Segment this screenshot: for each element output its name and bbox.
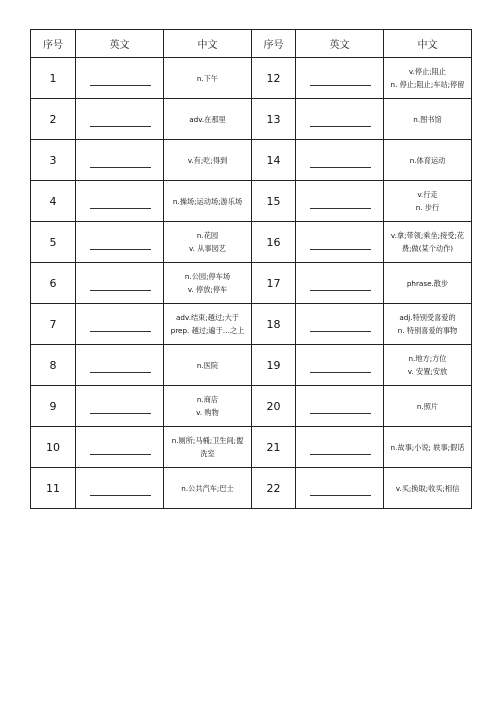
chinese-meaning-line: v.有;吃;得到: [187, 155, 228, 165]
chinese-meaning-cell: [164, 181, 252, 222]
chinese-meaning-line: n.操场;运动场;游乐场: [172, 196, 243, 206]
answer-blank-line[interactable]: [310, 208, 371, 209]
chinese-meaning-line: n.照片: [416, 401, 439, 411]
chinese-meaning-line: v.买;换取;收买;相信: [395, 483, 460, 493]
table-row: [31, 468, 472, 509]
english-answer-cell[interactable]: [296, 58, 384, 99]
chinese-meaning-cell: [164, 427, 252, 468]
answer-blank-line[interactable]: [90, 331, 151, 332]
chinese-meaning-line: v.拿;带领;乘坐;接受;花: [390, 231, 465, 240]
table-row: [31, 345, 472, 386]
chinese-meaning-line: v.行走: [417, 190, 438, 199]
english-answer-cell[interactable]: [296, 468, 384, 509]
answer-blank-line[interactable]: [90, 413, 151, 414]
english-answer-cell[interactable]: [296, 304, 384, 345]
chinese-meaning-cell: [384, 263, 472, 304]
chinese-meaning-line: n.医院: [196, 360, 219, 370]
item-number: 18: [252, 304, 296, 345]
chinese-meaning-cell: [164, 58, 252, 99]
table-row: [31, 99, 472, 140]
chinese-meaning-line: n.花园: [196, 231, 219, 240]
table-row: [31, 58, 472, 99]
english-answer-cell[interactable]: [76, 304, 164, 345]
english-answer-cell[interactable]: [76, 181, 164, 222]
chinese-meaning-line: v. 从事园艺: [188, 244, 226, 253]
chinese-meaning-line: adv.结束;越过;大于: [176, 313, 239, 322]
item-number: 7: [31, 304, 76, 345]
header-english: 英文: [76, 30, 164, 58]
chinese-meaning-line: 洗室: [200, 449, 215, 458]
table-body: [31, 58, 472, 509]
item-number: 6: [31, 263, 76, 304]
answer-blank-line[interactable]: [90, 85, 151, 86]
chinese-meaning-cell: [164, 222, 252, 263]
answer-blank-line[interactable]: [310, 249, 371, 250]
chinese-meaning-line: n.厕所;马桶;卫生间;盥: [171, 436, 244, 445]
english-answer-cell[interactable]: [296, 386, 384, 427]
answer-blank-line[interactable]: [310, 167, 371, 168]
chinese-meaning-cell: [384, 99, 472, 140]
chinese-meaning-line: n.公共汽车;巴士: [181, 483, 234, 493]
item-number: 14: [252, 140, 296, 181]
answer-blank-line[interactable]: [90, 208, 151, 209]
vocabulary-table: [30, 29, 472, 509]
answer-blank-line[interactable]: [310, 290, 371, 291]
english-answer-cell[interactable]: [76, 58, 164, 99]
chinese-meaning-cell: [384, 427, 472, 468]
chinese-meaning-line: n.图书馆: [413, 114, 442, 124]
answer-blank-line[interactable]: [90, 167, 151, 168]
item-number: 8: [31, 345, 76, 386]
answer-blank-line[interactable]: [310, 495, 371, 496]
answer-blank-line[interactable]: [310, 454, 371, 455]
chinese-meaning-line: phrase.散步: [406, 278, 449, 288]
header-english: 英文: [296, 30, 384, 58]
item-number: 17: [252, 263, 296, 304]
chinese-meaning-line: n.体育运动: [409, 155, 446, 165]
header-number: 序号: [31, 30, 76, 58]
english-answer-cell[interactable]: [296, 181, 384, 222]
item-number: 16: [252, 222, 296, 263]
item-number: 21: [252, 427, 296, 468]
header-number: 序号: [252, 30, 296, 58]
chinese-meaning-line: n.商店: [196, 395, 219, 404]
english-answer-cell[interactable]: [76, 222, 164, 263]
chinese-meaning-line: n.地方;方位: [408, 354, 447, 363]
item-number: 3: [31, 140, 76, 181]
answer-blank-line[interactable]: [310, 372, 371, 373]
header-chinese: 中文: [164, 30, 252, 58]
answer-blank-line[interactable]: [90, 126, 151, 127]
chinese-meaning-line: n.故事;小说; 轶事;假话: [390, 442, 465, 452]
chinese-meaning-cell: [384, 181, 472, 222]
english-answer-cell[interactable]: [76, 386, 164, 427]
english-answer-cell[interactable]: [76, 468, 164, 509]
item-number: 5: [31, 222, 76, 263]
chinese-meaning-cell: [164, 345, 252, 386]
item-number: 22: [252, 468, 296, 509]
chinese-meaning-cell: [384, 222, 472, 263]
chinese-meaning-line: adj.特别受喜爱的: [399, 313, 456, 322]
answer-blank-line[interactable]: [90, 454, 151, 455]
english-answer-cell[interactable]: [76, 99, 164, 140]
chinese-meaning-line: v. 安置;安放: [407, 367, 448, 376]
chinese-meaning-cell: [164, 386, 252, 427]
chinese-meaning-cell: [384, 58, 472, 99]
chinese-meaning-line: v. 购物: [196, 408, 219, 417]
item-number: 15: [252, 181, 296, 222]
answer-blank-line[interactable]: [310, 413, 371, 414]
english-answer-cell[interactable]: [76, 140, 164, 181]
chinese-meaning-line: prep. 越过;遍于…之上: [170, 326, 245, 335]
chinese-meaning-cell: [384, 140, 472, 181]
answer-blank-line[interactable]: [310, 85, 371, 86]
answer-blank-line[interactable]: [310, 126, 371, 127]
item-number: 11: [31, 468, 76, 509]
header-row: [31, 30, 472, 58]
chinese-meaning-line: v.停止;阻止: [408, 67, 447, 76]
chinese-meaning-cell: [164, 140, 252, 181]
chinese-meaning-line: 费;做(某个动作): [401, 244, 454, 253]
table-row: [31, 386, 472, 427]
item-number: 20: [252, 386, 296, 427]
answer-blank-line[interactable]: [90, 249, 151, 250]
chinese-meaning-cell: [164, 304, 252, 345]
english-answer-cell[interactable]: [76, 345, 164, 386]
chinese-meaning-line: n.下午: [196, 73, 219, 83]
chinese-meaning-line: n. 停止;阻止;车站;停留: [390, 80, 465, 89]
item-number: 4: [31, 181, 76, 222]
table-row: [31, 222, 472, 263]
english-answer-cell[interactable]: [296, 427, 384, 468]
item-number: 19: [252, 345, 296, 386]
english-answer-cell[interactable]: [296, 345, 384, 386]
table-row: [31, 181, 472, 222]
item-number: 2: [31, 99, 76, 140]
chinese-meaning-cell: [164, 468, 252, 509]
english-answer-cell[interactable]: [296, 222, 384, 263]
answer-blank-line[interactable]: [90, 372, 151, 373]
chinese-meaning-cell: [384, 386, 472, 427]
answer-blank-line[interactable]: [90, 290, 151, 291]
english-answer-cell[interactable]: [76, 263, 164, 304]
english-answer-cell[interactable]: [296, 263, 384, 304]
header-chinese: 中文: [384, 30, 472, 58]
item-number: 12: [252, 58, 296, 99]
chinese-meaning-cell: [384, 345, 472, 386]
chinese-meaning-line: v. 停放;停车: [187, 285, 228, 294]
chinese-meaning-cell: [164, 263, 252, 304]
english-answer-cell[interactable]: [76, 427, 164, 468]
item-number: 9: [31, 386, 76, 427]
chinese-meaning-cell: [384, 468, 472, 509]
chinese-meaning-line: adv.在那里: [189, 114, 226, 124]
table-row: [31, 427, 472, 468]
chinese-meaning-line: n. 步行: [415, 203, 440, 212]
item-number: 1: [31, 58, 76, 99]
table-row: [31, 140, 472, 181]
chinese-meaning-line: n.公园;停车场: [184, 272, 231, 281]
english-answer-cell[interactable]: [296, 140, 384, 181]
english-answer-cell[interactable]: [296, 99, 384, 140]
chinese-meaning-line: n. 特别喜爱的事物: [397, 326, 458, 335]
chinese-meaning-cell: [384, 304, 472, 345]
item-number: 10: [31, 427, 76, 468]
answer-blank-line[interactable]: [90, 495, 151, 496]
answer-blank-line[interactable]: [310, 331, 371, 332]
chinese-meaning-cell: [164, 99, 252, 140]
table-row: [31, 263, 472, 304]
item-number: 13: [252, 99, 296, 140]
table-row: [31, 304, 472, 345]
